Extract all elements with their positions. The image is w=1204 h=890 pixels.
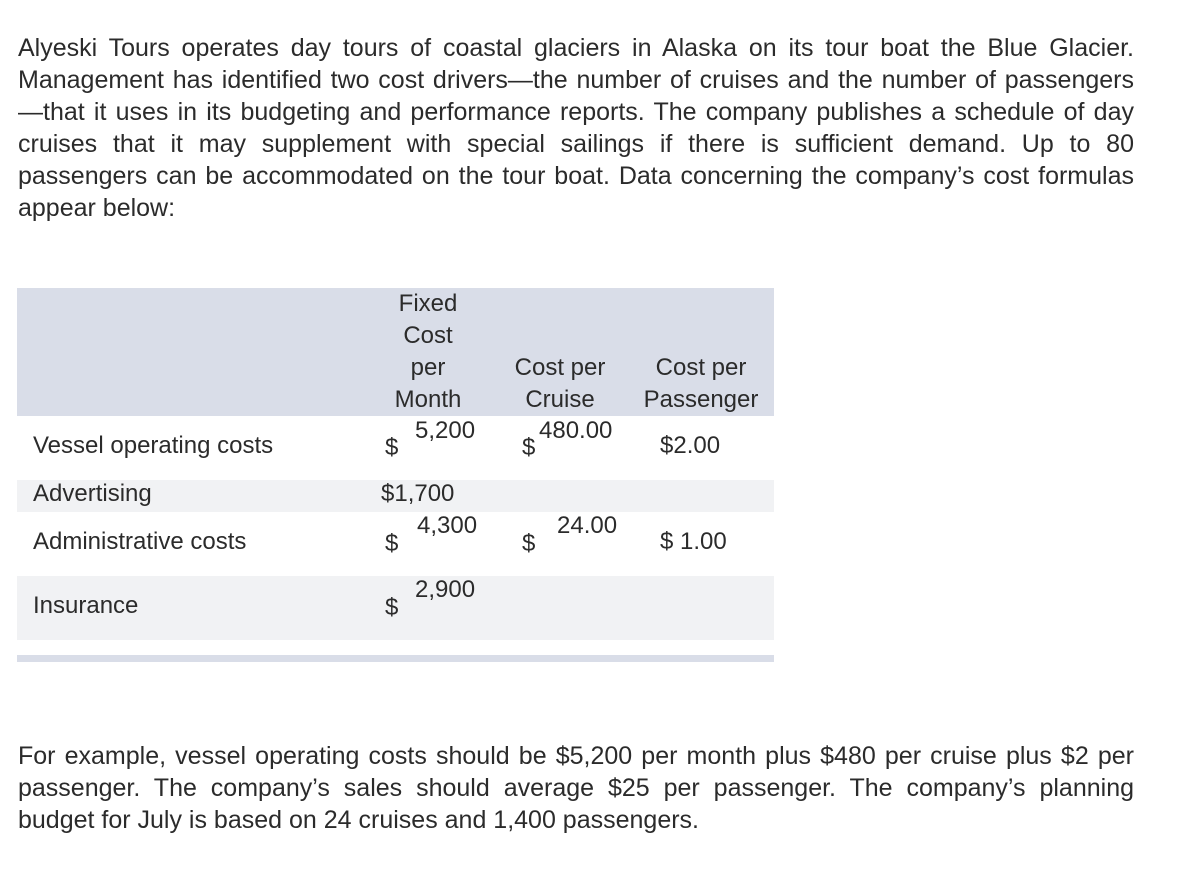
row-label-advertising: Advertising	[33, 480, 152, 507]
header-fixed-line4: Month	[394, 386, 462, 413]
header-fixed-line1: Fixed	[398, 290, 458, 317]
header-passenger-line1: Cost per	[655, 354, 747, 381]
header-fixed-line2: Cost	[403, 322, 453, 349]
row-vessel-passenger-value: $2.00	[660, 432, 721, 459]
row-vessel-fixed-value: 5,200	[415, 417, 476, 444]
row-advertising-fixed-value: $1,700	[381, 480, 455, 507]
header-passenger-line2: Passenger	[643, 386, 759, 413]
header-fixed-cost-per-month	[381, 288, 475, 416]
row-vessel-fixed-symbol: $	[385, 434, 399, 461]
row-vessel-cruise-symbol: $	[522, 434, 536, 461]
intro-paragraph: Alyeski Tours operates day tours of coastal glaciers in Alaska on its tour boat the Blue Glacier. Management has identified two cost drivers—the number of cruises and the number of passengers—that it uses in its budgeting and performance reports. The company publishes a schedule of day cruises that it may supplement with special sailings if there is sufficient demand. Up to 80 passengers can be accommodated on the tour boat. Data concerning the company’s cost formulas appear below:	[18, 34, 1134, 222]
table-bottom-rule	[17, 655, 774, 662]
row-label-administrative: Administrative costs	[33, 528, 247, 555]
header-cost-per-cruise	[501, 352, 619, 416]
row-admin-passenger-value: $ 1.00	[660, 528, 727, 555]
row-admin-fixed-symbol: $	[385, 530, 399, 557]
header-cruise-line2: Cruise	[525, 386, 595, 413]
row-label-vessel: Vessel operating costs	[33, 432, 274, 459]
header-cost-per-passenger	[631, 352, 771, 416]
outro-paragraph: For example, vessel operating costs should be $5,200 per month plus $480 per cruise plus $2 per passenger. The company’s sales should average $25 per passenger. The company’s planning budget for July is based on 24 cruises and 1,400 passengers.	[18, 742, 1134, 834]
row-insurance-fixed-symbol: $	[385, 594, 399, 621]
row-admin-fixed-value: 4,300	[417, 512, 478, 539]
row-vessel-cruise-value: 480.00	[539, 417, 613, 444]
header-cruise-line1: Cost per	[514, 354, 606, 381]
row-admin-cruise-value: 24.00	[557, 512, 618, 539]
row-label-insurance: Insurance	[33, 592, 139, 619]
row-admin-cruise-symbol: $	[522, 530, 536, 557]
row-insurance-fixed-value: 2,900	[415, 576, 476, 603]
header-fixed-line3: per	[410, 354, 446, 381]
